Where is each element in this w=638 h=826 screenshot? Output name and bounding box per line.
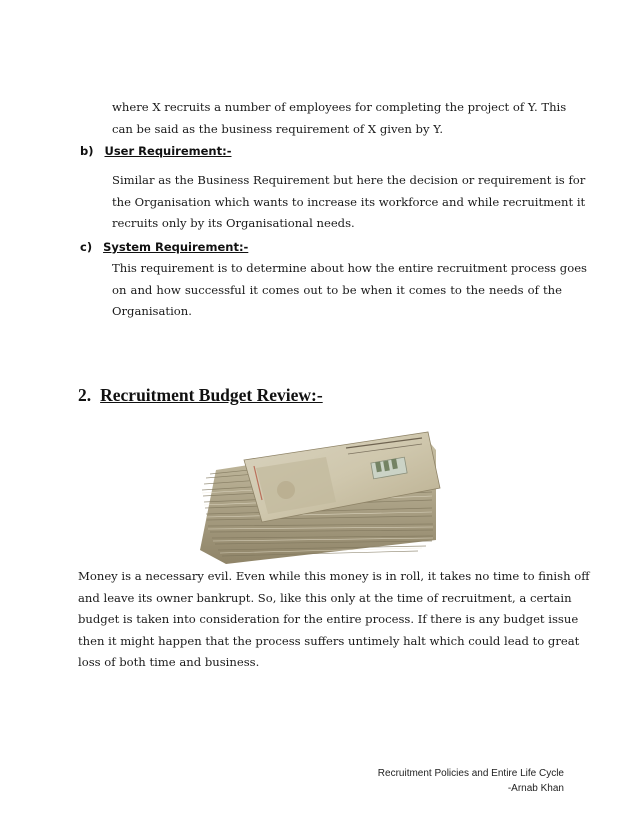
page-footer [378, 767, 564, 796]
paragraph-line: Organisation. [112, 304, 192, 318]
paragraph-line: loss of both time and business. [78, 655, 260, 669]
section-number: 2. [78, 385, 92, 405]
user-requirement-heading [80, 144, 231, 158]
user-requirement-paragraph [112, 170, 586, 235]
footer-document-title: Recruitment Policies and Entire Life Cycle [377, 768, 564, 779]
section-title: Recruitment Budget Review:- [100, 385, 323, 405]
subheading-title: User Requirement:- [104, 144, 232, 158]
paragraph-line: and leave its owner bankrupt. So, like this only at the time of recruitment, a certain [78, 590, 572, 605]
paragraph-line: recruits only by its Organisational needs. [112, 216, 355, 230]
paragraph-line: Similar as the Business Requirement but here the decision or requirement is for [112, 173, 586, 187]
section-heading [78, 385, 323, 406]
paragraph-line: the Organisation which wants to increase its workforce and while recruitment it [112, 194, 586, 209]
system-requirement-paragraph [112, 258, 588, 323]
list-marker: c) [80, 240, 93, 254]
paragraph-line: budget is taken into consideration for the entire process. If there is any budget issue [78, 612, 579, 626]
list-marker: b) [80, 144, 94, 158]
subheading-title: System Requirement:- [103, 240, 249, 254]
system-requirement-heading [80, 240, 248, 254]
footer-author: -Arnab Khan [507, 782, 564, 794]
budget-paragraph [78, 566, 590, 674]
paragraph-line: on and how successful it comes out to be when it comes to the needs of the [112, 282, 562, 297]
paragraph-line: This requirement is to determine about how the entire recruitment process goes [112, 261, 588, 275]
banknotes-stack-image [196, 430, 442, 564]
paragraph-line: Money is a necessary evil. Even while this money is in roll, it takes no time to finish off [78, 569, 590, 583]
paragraph-line: then it might happen that the process suffers untimely halt which could lead to great [78, 633, 580, 648]
paragraph-line: where X recruits a number of employees for completing the project of Y. This [112, 100, 567, 114]
continuation-paragraph [112, 97, 567, 140]
paragraph-line: can be said as the business requirement of X given by Y. [112, 121, 444, 136]
